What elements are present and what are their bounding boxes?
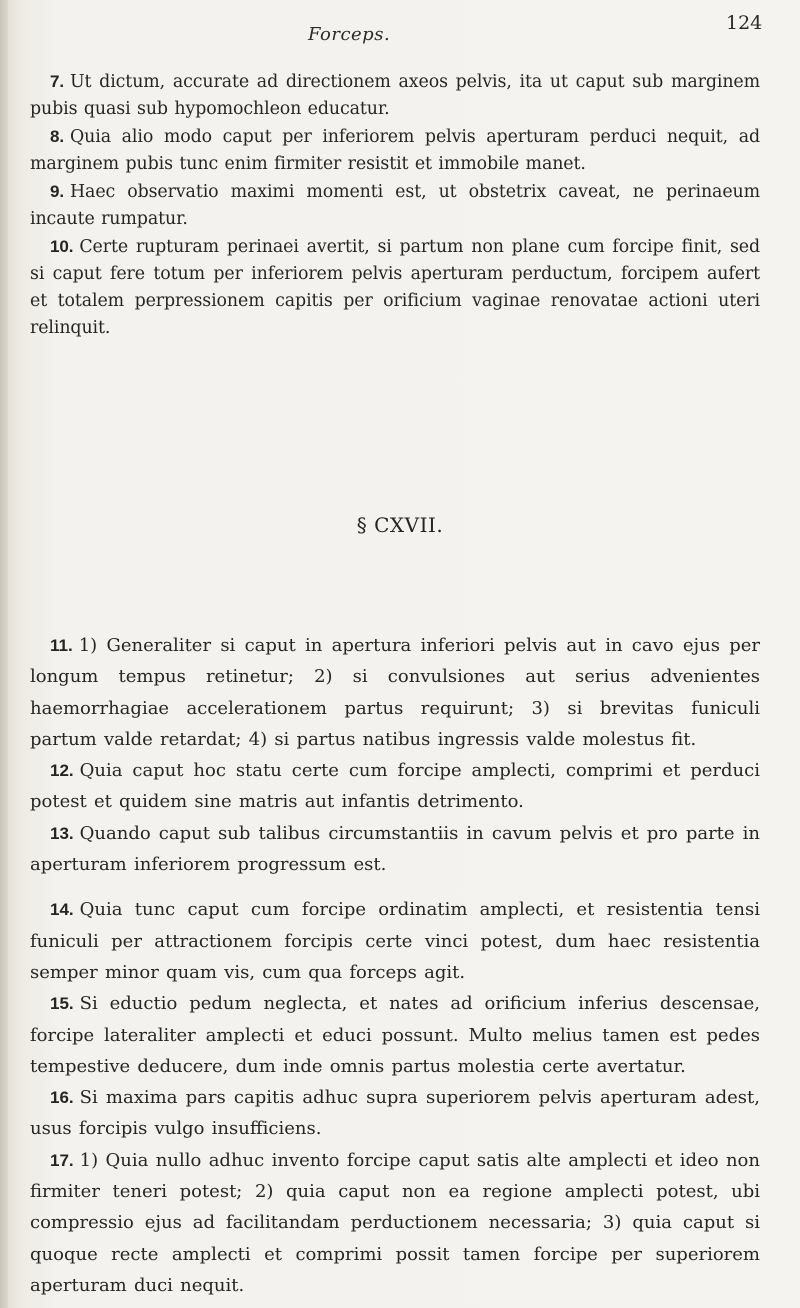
page-header — [0, 12, 800, 52]
paragraph-number: 10. — [50, 237, 74, 256]
paragraph-14 — [30, 894, 760, 988]
paragraph-text: Quia tunc caput cum forcipe ordinatim amplecti, et resistentia tensi funiculi per attractionem forcipis certe vinci potest, dum haec resistentia semper minor quam vis, cum qua forceps agit. — [30, 899, 760, 983]
paragraph-11 — [30, 630, 760, 755]
paragraph-number: 12. — [50, 761, 74, 781]
paragraph-text: Quando caput sub talibus circumstantiis in cavum pelvis et pro parte in aperturam inferiorem progressum est. — [30, 822, 760, 876]
paragraph-number: 8. — [50, 127, 64, 146]
paragraph-number: 15. — [50, 994, 74, 1014]
paragraph-number: 7. — [50, 72, 64, 91]
paragraph-8 — [30, 123, 760, 178]
paragraph-16 — [30, 1082, 760, 1145]
paragraph-text: Quia caput hoc statu certe cum forcipe amplecti, comprimi et perduci potest et quidem sine matris aut infantis detrimento. — [30, 760, 760, 813]
page-spine-shadow — [0, 0, 8, 1308]
paragraph-text: 1) Generaliter si caput in apertura inferiori pelvis aut in cavo ejus per longum tempus retinetur; 2) si convulsiones aut serius advenientes haemorrhagiae accelerationem partus requirunt; 3) si brevitas funiculi partum valde retardat; 4) si partus natibus ingressis valde molestus fit. — [30, 635, 760, 750]
paragraph-text: Certe rupturam perinaei avertit, si partum non plane cum forcipe finit, sed si caput fere totum per inferiorem pelvis aperturam perductum, forcipem aufert et totalem perpressionem capitis per orificium vaginae renovatae actioni uteri relinquit. — [30, 237, 760, 338]
text-block-top — [30, 68, 760, 342]
paragraph-9 — [30, 178, 760, 233]
paragraph-number: 16. — [50, 1088, 74, 1108]
paragraph-text: Ut dictum, accurate ad directionem axeos pelvis, ita ut caput sub marginem pubis quasi sub hypomochleon educatur. — [30, 72, 760, 119]
paragraph-17 — [30, 1145, 760, 1301]
paragraph-number: 11. — [50, 636, 73, 655]
paragraph-15 — [30, 988, 760, 1082]
running-title: Forceps. — [308, 24, 391, 45]
paragraph-7 — [30, 68, 760, 123]
paragraph-12 — [30, 755, 760, 818]
paragraph-number: 13. — [50, 823, 74, 843]
page-number: 124 — [726, 12, 763, 34]
text-block-bottom — [30, 630, 760, 1301]
paragraph-text: 1) Quia nullo adhuc invento forcipe caput satis alte amplecti et ideo non firmiter teneri potest; 2) quia caput non ea regione amplecti potest, ubi compressio ejus ad facilitandam perductionem necessaria; 3) quia caput si quoque recte amplecti et comprimi possit tamen forcipe per superiorem aperturam duci nequit. — [30, 1149, 760, 1296]
paragraph-text: Quia alio modo caput per inferiorem pelvis aperturam perduci nequit, ad marginem pubis tunc enim firmiter resistit et immobile manet. — [30, 127, 760, 174]
paragraph-text: Si eductio pedum neglecta, et nates ad orificium inferius descensae, forcipe lateraliter amplecti et educi possunt. Multo melius tamen est pedes tempestive deducere, dum inde omnis partus molestia certe avertatur. — [30, 993, 760, 1077]
section-heading: § CXVII. — [356, 513, 444, 537]
paragraph-10 — [30, 233, 760, 342]
paragraph-number: 14. — [50, 900, 74, 920]
paragraph-13 — [30, 818, 760, 881]
paragraph-text: Si maxima pars capitis adhuc supra superiorem pelvis aperturam adest, usus forcipis vulgo insufficiens. — [30, 1087, 760, 1140]
paragraph-number: 9. — [50, 182, 64, 201]
paragraph-number: 17. — [50, 1150, 74, 1170]
paragraph-text: Haec observatio maximi momenti est, ut obstetrix caveat, ne perinaeum incaute rumpatur. — [30, 182, 760, 229]
